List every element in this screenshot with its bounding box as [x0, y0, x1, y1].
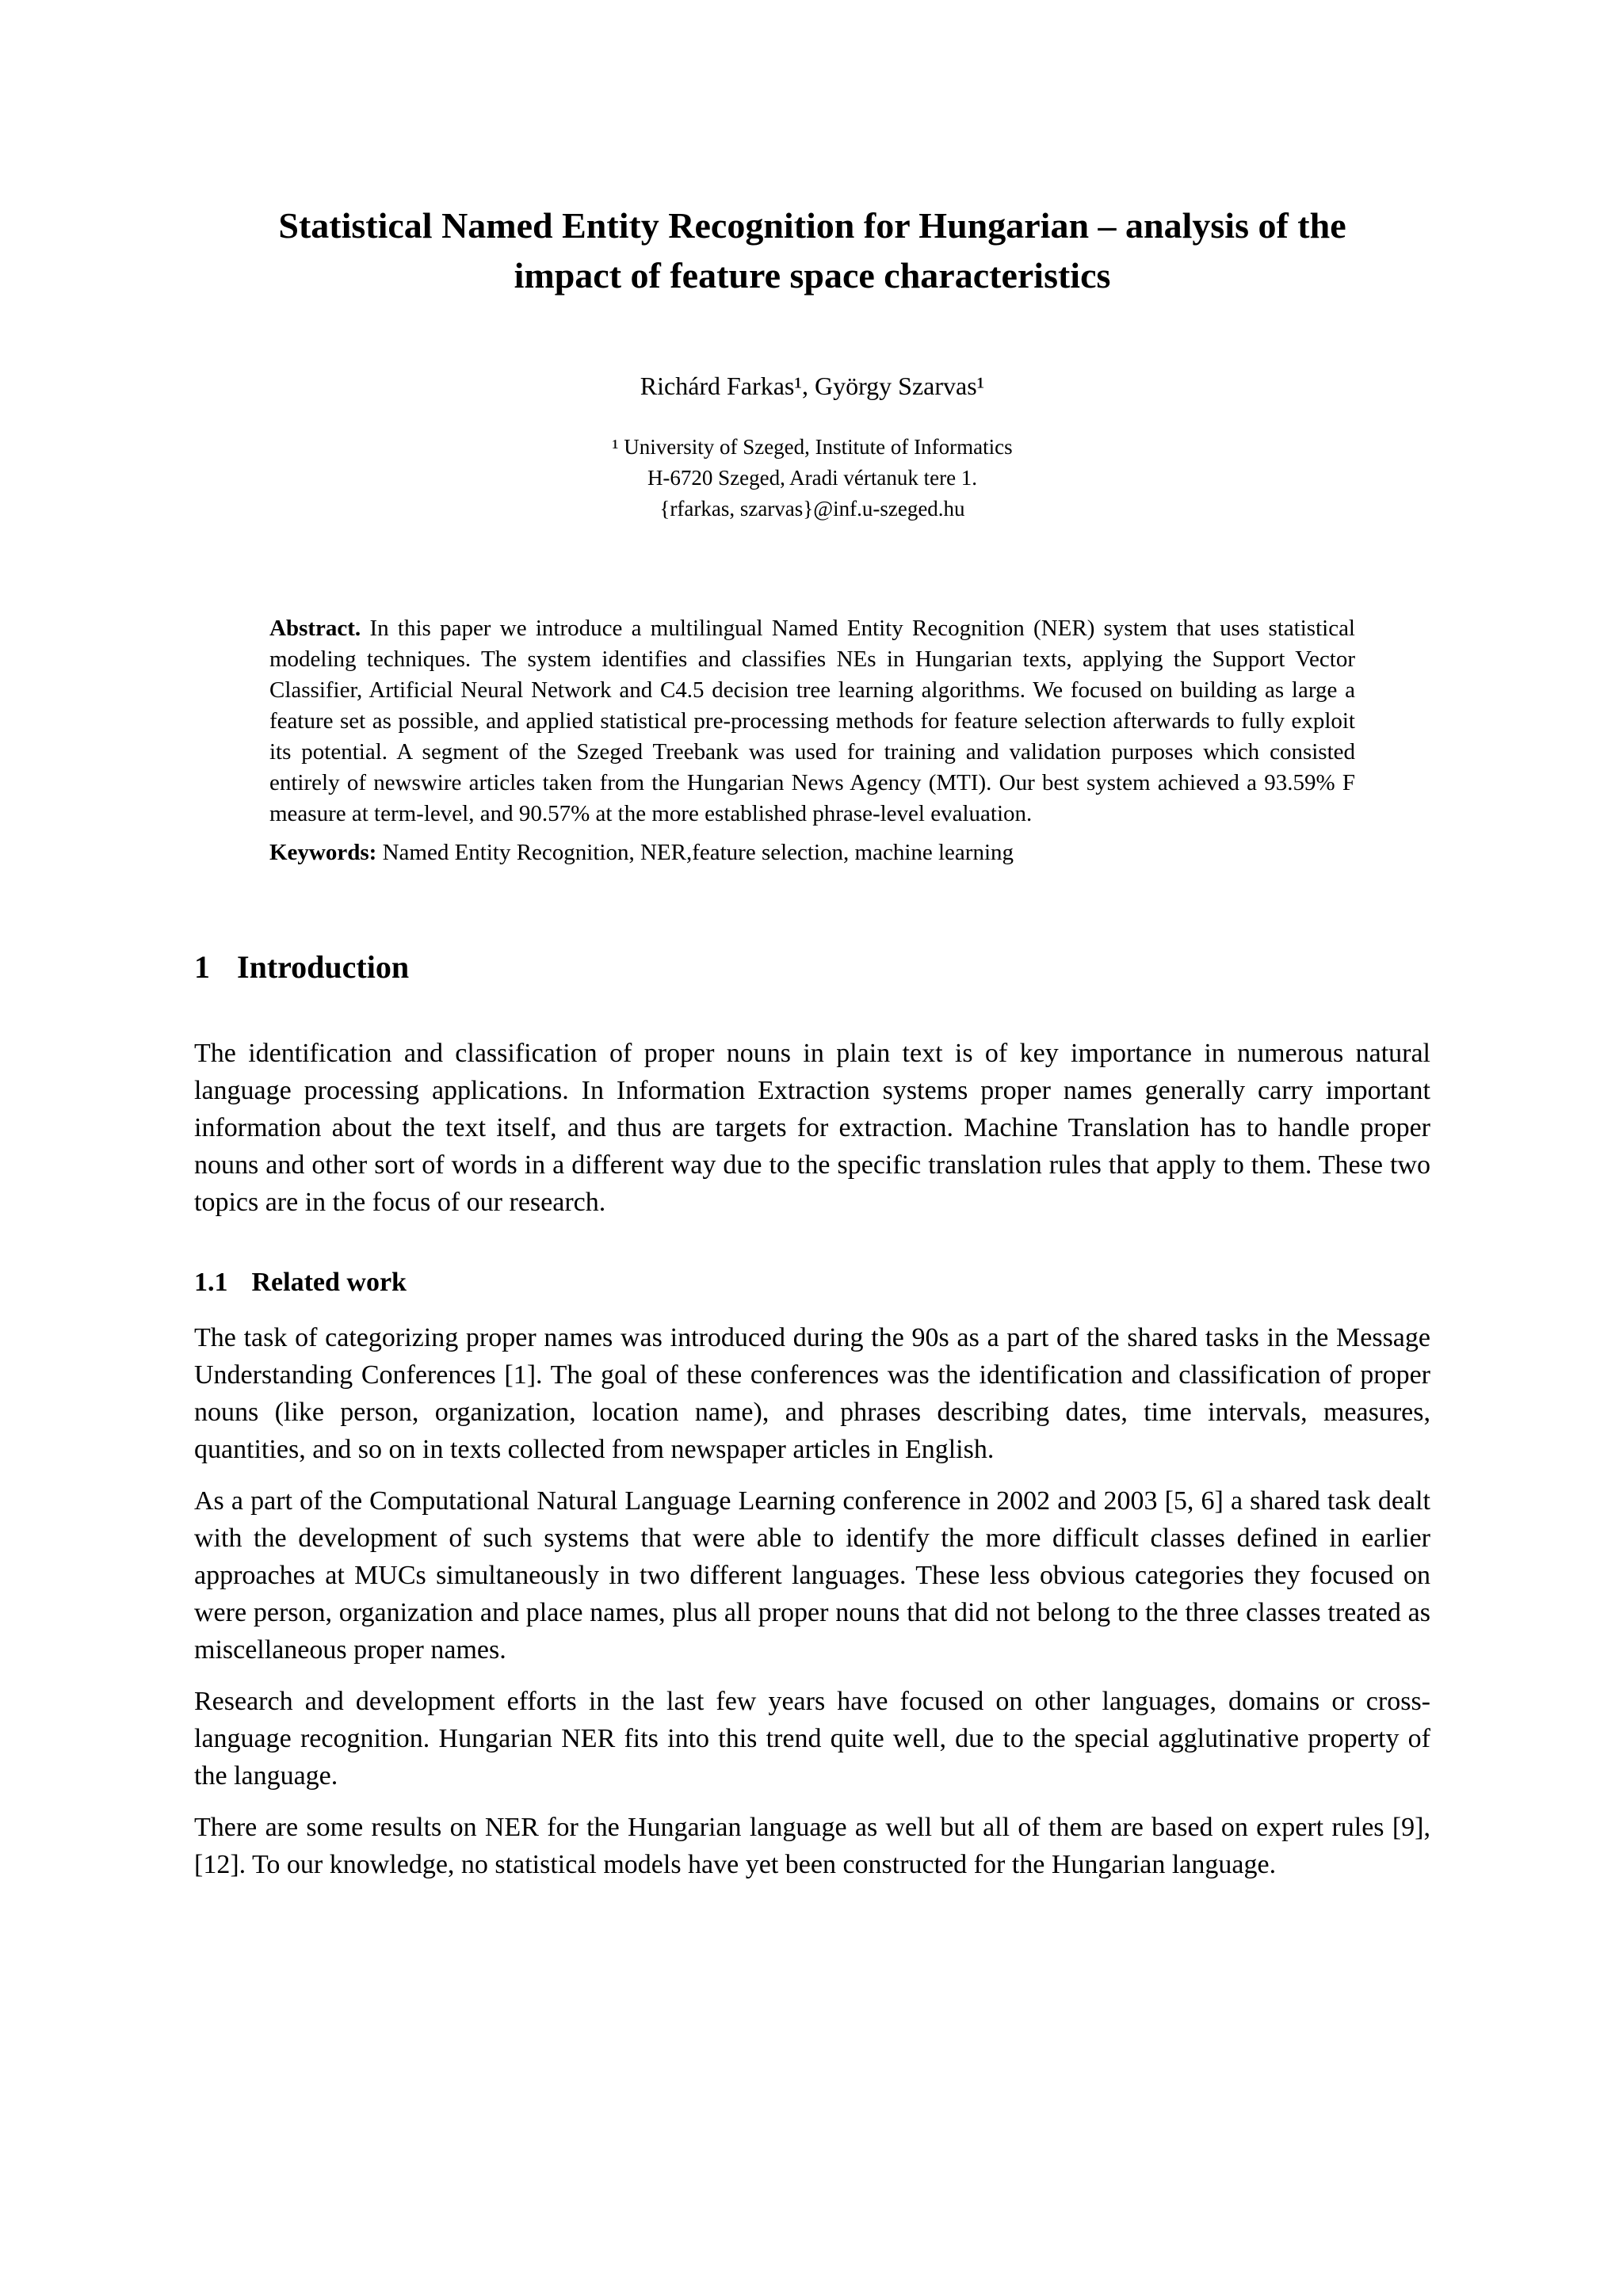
related-work-paragraph-1: The task of categorizing proper names was introduced during the 90s as a part of the shared tasks in the Message Understanding Conferences [1]. The goal of these conferences was the identification and classification of proper nouns (like person, organization, location name), and phrases describing dates, time intervals, measures, quantities, and so on in texts collected from newspaper articles in English. — [194, 1323, 1430, 1464]
abstract-block — [269, 613, 1355, 830]
related-work-paragraph-3: Research and development efforts in the last few years have focused on other languages, domains or cross-language recognition. Hungarian NER fits into this trend quite well, due to the special agglutinative property of the language. — [194, 1687, 1430, 1791]
related-work-paragraph-4: There are some results on NER for the Hungarian language as well but all of them are based on expert rules [9], [12]. To our knowledge, no statistical models have yet been constructed for the Hungarian language. — [194, 1813, 1430, 1879]
keywords-block — [269, 837, 1355, 868]
section-number: 1 — [194, 949, 210, 985]
abstract-text: In this paper we introduce a multilingual Named Entity Recognition (NER) system that uses statistical modeling techniques. The system identifies and classifies NEs in Hungarian texts, applying the Support Vector Classifier, Artificial Neural Network and C4.5 decision tree learning algorithms. We focused on building as large a feature set as possible, and applied statistical pre-processing methods for feature selection afterwards to fully exploit its potential. A segment of the Szeged Treebank was used for training and validation purposes which consisted entirely of newswire articles taken from the Hungarian News Agency (MTI). Our best system achieved a 93.59% F measure at term-level, and 90.57% at the more established phrase-level evaluation. — [269, 616, 1355, 826]
related-work-paragraph-2: As a part of the Computational Natural Language Learning conference in 2002 and 2003 [5, 6] a shared task dealt with the development of such systems that were able to identify the more difficult classes defined in earlier approaches at MUCs simultaneously in two different languages. These less obvious categories they focused on were person, organization and place names, plus all proper nouns that did not belong to the three classes treated as miscellaneous proper names. — [194, 1486, 1430, 1665]
keywords-label: Keywords: — [269, 840, 377, 865]
section-title: Introduction — [237, 949, 410, 985]
section-heading-introduction — [194, 948, 1430, 987]
affiliation-line-3: {rfarkas, szarvas}@inf.u-szeged.hu — [659, 497, 965, 521]
subsection-number: 1.1 — [194, 1268, 228, 1297]
introduction-paragraph: The identification and classification of proper nouns in plain text is of key importance in numerous natural language processing applications. In Information Extraction systems proper names generally carry important information about the text itself, and thus are targets for extraction. Machine Translation has to handle proper nouns and other sort of words in a different way due to the specific translation rules that apply to them. These two topics are in the focus of our research. — [194, 1039, 1430, 1217]
affiliation-line-2: H-6720 Szeged, Aradi vértanuk tere 1. — [647, 466, 978, 490]
affiliation-line-1: ¹ University of Szeged, Institute of Informatics — [612, 435, 1013, 459]
abstract-label: Abstract. — [269, 616, 361, 641]
paper-authors: Richárd Farkas¹, György Szarvas¹ — [640, 372, 985, 400]
paper-affiliation — [194, 432, 1430, 524]
paper-title: Statistical Named Entity Recognition for Hungarian – analysis of the impact of feature space characteristics — [278, 205, 1346, 296]
subsection-title: Related work — [251, 1268, 407, 1297]
keywords-text: Named Entity Recognition, NER,feature selection, machine learning — [382, 840, 1014, 865]
subsection-heading-related-work — [194, 1265, 1430, 1300]
